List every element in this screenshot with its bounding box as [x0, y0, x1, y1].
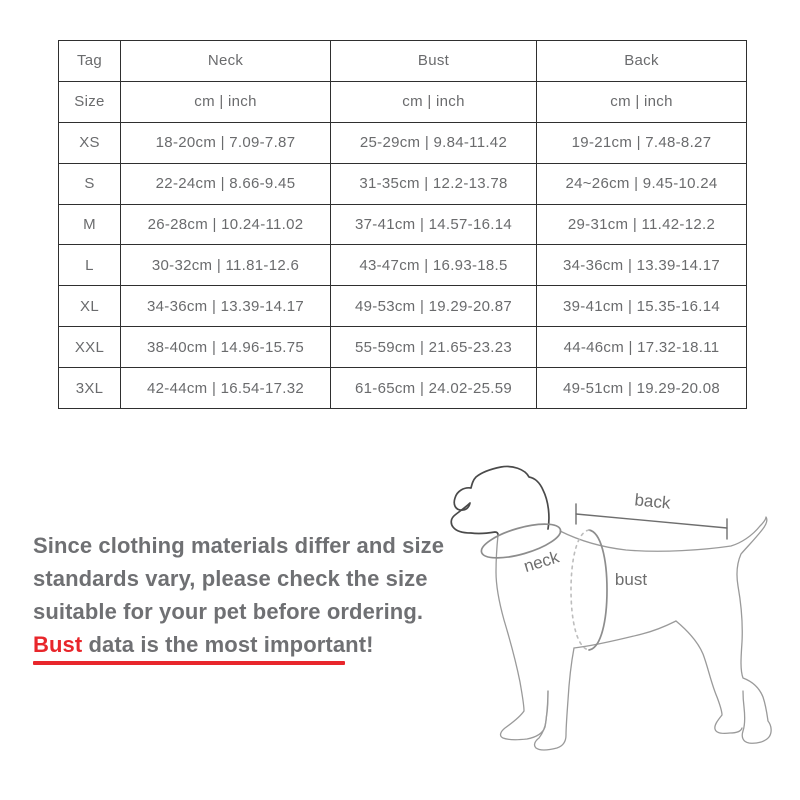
- column-header-back: Back: [537, 41, 747, 82]
- table-row: [59, 204, 747, 245]
- bust-cell: 61-65cm | 24.02-25.59: [331, 368, 537, 409]
- neck-cell: 34-36cm | 13.39-14.17: [121, 286, 331, 327]
- column-header-neck: Neck: [121, 41, 331, 82]
- table-header-row: [59, 41, 747, 82]
- table-row: [59, 286, 747, 327]
- table-unit-row: [59, 81, 747, 122]
- neck-cell: 26-28cm | 10.24-11.02: [121, 204, 331, 245]
- back-cell: 34-36cm | 13.39-14.17: [537, 245, 747, 286]
- bust-cell: 43-47cm | 16.93-18.5: [331, 245, 537, 286]
- dog-back-tail-outline: [560, 517, 771, 743]
- size-cell: M: [59, 204, 121, 245]
- back-measure-line: [576, 514, 727, 528]
- unit-cell: cm | inch: [537, 81, 747, 122]
- dog-belly-line: [574, 621, 676, 648]
- bust-cell: 37-41cm | 14.57-16.14: [331, 204, 537, 245]
- size-cell: XXL: [59, 327, 121, 368]
- neck-cell: 30-32cm | 11.81-12.6: [121, 245, 331, 286]
- note-line-4: [33, 628, 453, 661]
- size-cell: XS: [59, 122, 121, 163]
- unit-cell: cm | inch: [121, 81, 331, 122]
- table-row: [59, 163, 747, 204]
- dog-far-front-leg: [535, 648, 574, 750]
- back-cell: 44-46cm | 17.32-18.11: [537, 327, 747, 368]
- table-row: [59, 122, 747, 163]
- size-cell: 3XL: [59, 368, 121, 409]
- back-cell: 49-51cm | 19.29-20.08: [537, 368, 747, 409]
- back-cell: 19-21cm | 7.48-8.27: [537, 122, 747, 163]
- bust-highlight: Bust: [33, 632, 83, 657]
- note-line-1: Since clothing materials differ and size: [33, 533, 445, 558]
- bust-cell: 49-53cm | 19.29-20.87: [331, 286, 537, 327]
- back-cell: 24~26cm | 9.45-10.24: [537, 163, 747, 204]
- size-header-cell: Size: [59, 81, 121, 122]
- bust-band-ellipse-dashed: [571, 530, 589, 650]
- size-cell: S: [59, 163, 121, 204]
- neck-label: neck: [521, 547, 562, 577]
- neck-cell: 18-20cm | 7.09-7.87: [121, 122, 331, 163]
- note-line-2: standards vary, please check the size: [33, 566, 428, 591]
- dog-near-rear-leg: [676, 621, 742, 733]
- table-row: [59, 245, 747, 286]
- table-row: [59, 368, 747, 409]
- neck-cell: 42-44cm | 16.54-17.32: [121, 368, 331, 409]
- neck-cell: 22-24cm | 8.66-9.45: [121, 163, 331, 204]
- column-header-bust: Bust: [331, 41, 537, 82]
- bust-label: bust: [614, 570, 648, 589]
- note-line-3: suitable for your pet before ordering.: [33, 599, 424, 624]
- bust-cell: 31-35cm | 12.2-13.78: [331, 163, 537, 204]
- unit-cell: cm | inch: [331, 81, 537, 122]
- column-header-tag: Tag: [59, 41, 121, 82]
- table-row: [59, 327, 747, 368]
- size-chart-table: [58, 40, 747, 409]
- red-underline-rule: [33, 661, 345, 665]
- back-label: back: [633, 490, 672, 513]
- bust-band-ellipse: [589, 530, 607, 650]
- bust-cell: 25-29cm | 9.84-11.42: [331, 122, 537, 163]
- neck-cell: 38-40cm | 14.96-15.75: [121, 327, 331, 368]
- size-cell: XL: [59, 286, 121, 327]
- bust-cell: 55-59cm | 21.65-23.23: [331, 327, 537, 368]
- dog-measurement-diagram: [400, 440, 780, 800]
- back-cell: 39-41cm | 15.35-16.14: [537, 286, 747, 327]
- note-line-4-rest: data is the most important!: [82, 632, 374, 657]
- size-cell: L: [59, 245, 121, 286]
- size-note: [33, 529, 453, 661]
- back-cell: 29-31cm | 11.42-12.2: [537, 204, 747, 245]
